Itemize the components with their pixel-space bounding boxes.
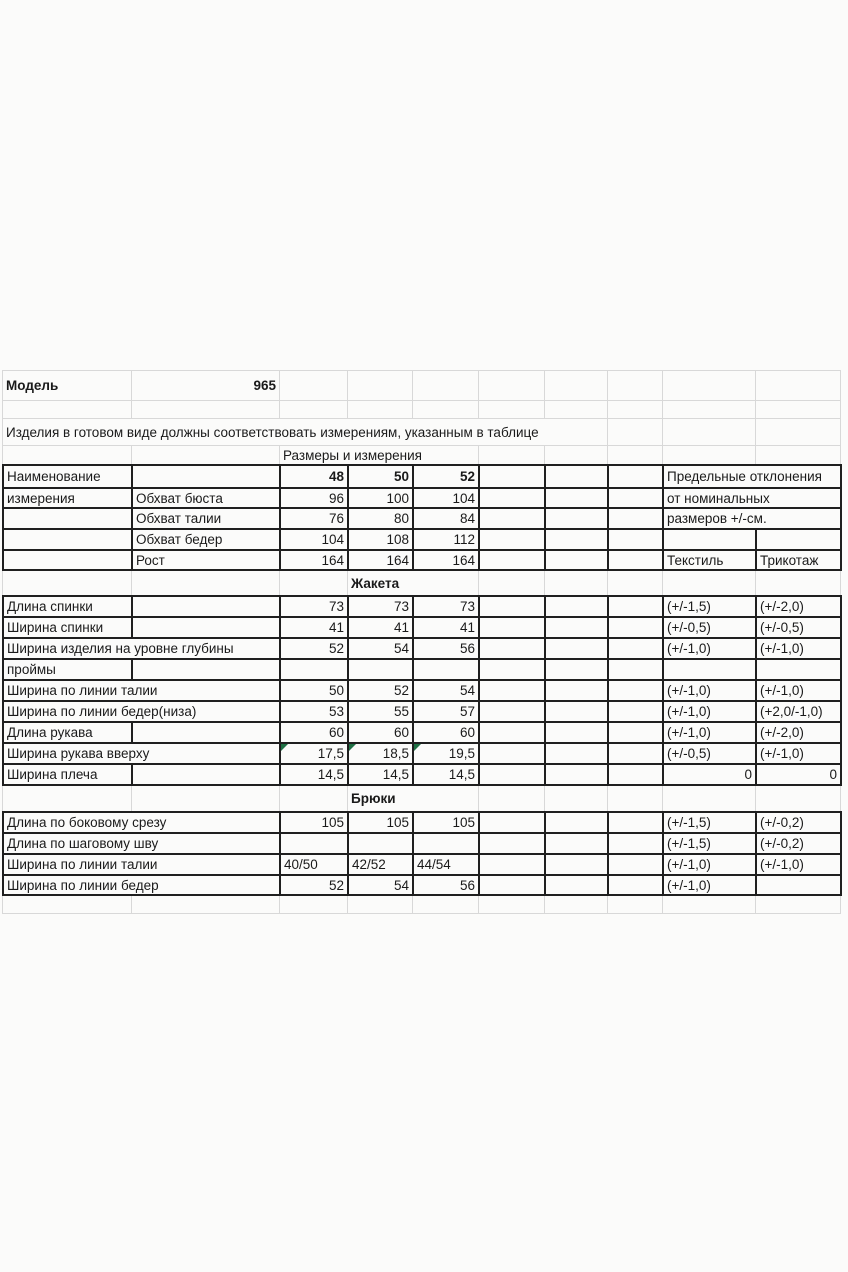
empty-cell (663, 401, 756, 419)
measurement-label: Ширина по линии талии (4, 681, 281, 702)
empty-cell (132, 401, 280, 419)
empty-cell (756, 419, 841, 446)
empty-cell (413, 401, 479, 419)
empty-cell (608, 446, 663, 464)
empty-cell (3, 786, 132, 811)
empty-cell (132, 786, 280, 811)
empty-cell (756, 896, 841, 914)
measurement-label: Ширина плеча (4, 765, 133, 786)
empty-cell (3, 446, 132, 464)
size-value: 41 (281, 618, 349, 639)
size-value: 54 (349, 876, 414, 896)
empty-cell (609, 681, 664, 702)
empty-cell (609, 765, 664, 786)
size-value: 104 (414, 489, 480, 509)
size-value: 57 (414, 702, 480, 723)
tolerance-knit (757, 876, 842, 896)
tolerance-knit: (+/-2,0) (757, 723, 842, 744)
empty-cell (480, 765, 546, 786)
tolerance-note-line1: от номинальных (664, 489, 842, 509)
size-value: 164 (349, 551, 414, 571)
size-col-header: 52 (414, 466, 480, 489)
empty-cell (546, 765, 609, 786)
empty-cell (609, 551, 664, 571)
empty-cell (480, 509, 546, 530)
empty-cell (608, 571, 663, 595)
empty-cell (480, 681, 546, 702)
size-value: 105 (281, 813, 349, 834)
empty-cell (546, 681, 609, 702)
tolerance-textile: (+/-0,5) (664, 744, 757, 765)
tolerance-knit: (+/-1,0) (757, 639, 842, 660)
empty-cell (4, 551, 133, 571)
empty-cell (546, 813, 609, 834)
spec-sheet (2, 370, 842, 914)
empty-cell (480, 618, 546, 639)
size-value: 54 (349, 639, 414, 660)
size-value (414, 834, 480, 855)
size-value: 105 (414, 813, 480, 834)
size-value: 60 (349, 723, 414, 744)
measurement-label: Обхват бедер (133, 530, 281, 551)
empty-cell (546, 597, 609, 618)
measurement-label: Ширина по линии бедер (4, 876, 281, 896)
tolerance-textile: (+/-0,5) (664, 618, 757, 639)
empty-cell (133, 466, 281, 489)
measurement-label: Обхват талии (133, 509, 281, 530)
empty-cell (280, 401, 348, 419)
measurement-label: Ширина изделия на уровне глубины (4, 639, 281, 660)
tolerance-knit: (+/-0,2) (757, 813, 842, 834)
measurement-label: Длина рукава (4, 723, 133, 744)
empty-cell (479, 896, 545, 914)
size-value: 96 (281, 489, 349, 509)
size-value: 50 (281, 681, 349, 702)
empty-cell (480, 744, 546, 765)
size-value: 52 (281, 639, 349, 660)
error-triangle-icon (349, 744, 356, 751)
empty-cell (757, 530, 842, 551)
empty-cell (663, 371, 756, 401)
empty-cell (479, 786, 545, 811)
empty-cell (609, 618, 664, 639)
measurements-table (2, 464, 842, 571)
empty-cell (546, 834, 609, 855)
empty-cell (545, 571, 608, 595)
empty-cell (663, 419, 756, 446)
empty-cell (609, 466, 664, 489)
tolerance-knit: (+/-1,0) (757, 744, 842, 765)
measurement-label: Длина по боковому срезу (4, 813, 281, 834)
empty-cell (609, 876, 664, 896)
trousers-table (2, 811, 842, 896)
empty-cell (3, 571, 132, 595)
empty-cell (546, 509, 609, 530)
empty-cell (608, 786, 663, 811)
empty-cell (609, 530, 664, 551)
tolerance-textile: (+/-1,5) (664, 597, 757, 618)
tolerance-title: Предельные отклонения (664, 466, 842, 489)
textile-header: Текстиль (664, 551, 757, 571)
empty-cell (608, 371, 663, 401)
empty-cell (3, 401, 132, 419)
size-value (349, 834, 414, 855)
error-triangle-icon (281, 744, 288, 751)
size-value: 108 (349, 530, 414, 551)
header-name-line2: измерения (4, 489, 133, 509)
size-value: 100 (349, 489, 414, 509)
size-value-text: 19,5 (448, 746, 475, 761)
empty-cell (280, 896, 348, 914)
empty-cell (413, 896, 479, 914)
empty-cell (348, 371, 413, 401)
section-title-jacket: Жакета (348, 571, 479, 595)
size-value: 60 (414, 723, 480, 744)
empty-cell (609, 723, 664, 744)
tolerance-note-line2: размеров +/-см. (664, 509, 842, 530)
empty-cell (348, 896, 413, 914)
empty-cell (608, 896, 663, 914)
measurement-label: Обхват бюста (133, 489, 281, 509)
empty-cell (480, 813, 546, 834)
size-value: 55 (349, 702, 414, 723)
empty-cell (609, 813, 664, 834)
tolerance-textile: (+/-1,5) (664, 813, 757, 834)
tolerance-textile: (+/-1,0) (664, 876, 757, 896)
empty-cell (133, 765, 281, 786)
empty-cell (132, 571, 280, 595)
error-triangle-icon (414, 744, 421, 751)
empty-cell (609, 855, 664, 876)
knit-header: Трикотаж (757, 551, 842, 571)
size-value: 56 (414, 876, 480, 896)
empty-cell (480, 530, 546, 551)
empty-cell (546, 876, 609, 896)
empty-cell (545, 371, 608, 401)
size-value: 56 (414, 639, 480, 660)
empty-cell (664, 530, 757, 551)
tolerance-textile: (+/-1,0) (664, 702, 757, 723)
empty-cell (280, 371, 348, 401)
trousers-section-row (2, 786, 841, 811)
empty-cell (546, 618, 609, 639)
header-name-line1: Наименование (4, 466, 133, 489)
empty-cell (280, 786, 348, 811)
empty-cell (546, 744, 609, 765)
sizes-caption: Размеры и измерения (280, 446, 479, 464)
empty-cell (609, 639, 664, 660)
size-value: 40/50 (281, 855, 349, 876)
size-value-text: 17,5 (317, 746, 344, 761)
size-value: 14,5 (414, 765, 480, 786)
model-label: Модель (3, 371, 132, 401)
empty-cell (546, 639, 609, 660)
empty-cell (479, 446, 545, 464)
tolerance-knit: (+2,0/-1,0) (757, 702, 842, 723)
empty-cell (133, 618, 281, 639)
empty-cell (609, 702, 664, 723)
tolerance-textile: (+/-1,0) (664, 855, 757, 876)
empty-cell (546, 855, 609, 876)
empty-cell (609, 489, 664, 509)
tolerance-knit: (+/-0,2) (757, 834, 842, 855)
size-value: 84 (414, 509, 480, 530)
empty-cell (132, 446, 280, 464)
empty-cell (348, 401, 413, 419)
tolerance-knit: (+/-2,0) (757, 597, 842, 618)
empty-cell (4, 509, 133, 530)
size-value: 80 (349, 509, 414, 530)
size-value: 104 (281, 530, 349, 551)
size-col-header: 50 (349, 466, 414, 489)
bottom-grid-row (2, 896, 841, 914)
empty-cell (480, 723, 546, 744)
size-value: 105 (349, 813, 414, 834)
size-value (414, 744, 480, 765)
tolerance-knit: (+/-1,0) (757, 855, 842, 876)
empty-cell (756, 371, 841, 401)
jacket-section-row (2, 571, 841, 595)
size-value: 44/54 (414, 855, 480, 876)
size-value: 164 (281, 551, 349, 571)
empty-cell (3, 896, 132, 914)
tolerance-textile: (+/-1,0) (664, 723, 757, 744)
empty-cell (609, 597, 664, 618)
measurement-label: Ширина спинки (4, 618, 133, 639)
empty-cell (132, 896, 280, 914)
size-value (281, 834, 349, 855)
tolerance-textile: 0 (664, 765, 757, 786)
empty-cell (413, 371, 479, 401)
empty-cell (546, 702, 609, 723)
size-value: 53 (281, 702, 349, 723)
tolerance-textile: (+/-1,0) (664, 639, 757, 660)
size-value (414, 660, 480, 681)
empty-cell (663, 446, 756, 464)
size-value-text: 18,5 (382, 746, 409, 761)
empty-cell (480, 551, 546, 571)
empty-cell (133, 597, 281, 618)
tolerance-textile: (+/-1,0) (664, 681, 757, 702)
size-value: 52 (349, 681, 414, 702)
empty-cell (280, 571, 348, 595)
empty-cell (609, 744, 664, 765)
empty-cell (546, 489, 609, 509)
size-value: 42/52 (349, 855, 414, 876)
empty-cell (480, 639, 546, 660)
size-value: 164 (414, 551, 480, 571)
size-col-header: 48 (281, 466, 349, 489)
size-value: 76 (281, 509, 349, 530)
jacket-table (2, 595, 842, 786)
size-value: 73 (281, 597, 349, 618)
note-text: Изделия в готовом виде должны соответствовать измерениям, указанным в таблице (3, 419, 608, 446)
tolerance-knit: 0 (757, 765, 842, 786)
empty-cell (480, 597, 546, 618)
size-value (349, 660, 414, 681)
empty-cell (480, 834, 546, 855)
empty-cell (480, 702, 546, 723)
empty-cell (546, 551, 609, 571)
empty-cell (480, 489, 546, 509)
empty-cell (663, 896, 756, 914)
measurement-label: Длина спинки (4, 597, 133, 618)
tolerance-knit (757, 660, 842, 681)
empty-cell (133, 723, 281, 744)
empty-cell (546, 530, 609, 551)
empty-cell (608, 419, 663, 446)
empty-cell (480, 855, 546, 876)
empty-cell (756, 446, 841, 464)
measurement-label: Рост (133, 551, 281, 571)
empty-cell (608, 401, 663, 419)
empty-cell (479, 571, 545, 595)
measurement-label: Ширина по линии талии (4, 855, 281, 876)
empty-cell (756, 786, 841, 811)
empty-cell (4, 530, 133, 551)
empty-cell (545, 446, 608, 464)
empty-cell (133, 660, 281, 681)
empty-cell (545, 786, 608, 811)
measurement-label: проймы (4, 660, 133, 681)
tolerance-knit: (+/-1,0) (757, 681, 842, 702)
size-value: 41 (414, 618, 480, 639)
size-value (281, 744, 349, 765)
empty-cell (545, 401, 608, 419)
size-value: 73 (414, 597, 480, 618)
section-title-trousers: Брюки (348, 786, 479, 811)
measurement-label: Ширина по линии бедер(низа) (4, 702, 281, 723)
size-value (281, 660, 349, 681)
empty-cell (609, 660, 664, 681)
empty-cell (756, 571, 841, 595)
empty-cell (663, 571, 756, 595)
empty-cell (546, 723, 609, 744)
top-grid (2, 370, 841, 464)
size-value: 41 (349, 618, 414, 639)
empty-cell (480, 876, 546, 896)
empty-cell (546, 466, 609, 489)
tolerance-textile: (+/-1,5) (664, 834, 757, 855)
empty-cell (545, 896, 608, 914)
size-value: 73 (349, 597, 414, 618)
size-value: 112 (414, 530, 480, 551)
size-value: 52 (281, 876, 349, 896)
model-value: 965 (132, 371, 280, 401)
measurement-label: Длина по шаговому шву (4, 834, 281, 855)
measurement-label: Ширина рукава вверху (4, 744, 281, 765)
empty-cell (546, 660, 609, 681)
empty-cell (480, 660, 546, 681)
empty-cell (479, 371, 545, 401)
empty-cell (609, 509, 664, 530)
empty-cell (609, 834, 664, 855)
size-value: 14,5 (281, 765, 349, 786)
empty-cell (480, 466, 546, 489)
size-value: 14,5 (349, 765, 414, 786)
empty-cell (756, 401, 841, 419)
size-value: 54 (414, 681, 480, 702)
tolerance-knit: (+/-0,5) (757, 618, 842, 639)
size-value (349, 744, 414, 765)
empty-cell (663, 786, 756, 811)
size-value: 60 (281, 723, 349, 744)
tolerance-textile (664, 660, 757, 681)
empty-cell (479, 401, 545, 419)
